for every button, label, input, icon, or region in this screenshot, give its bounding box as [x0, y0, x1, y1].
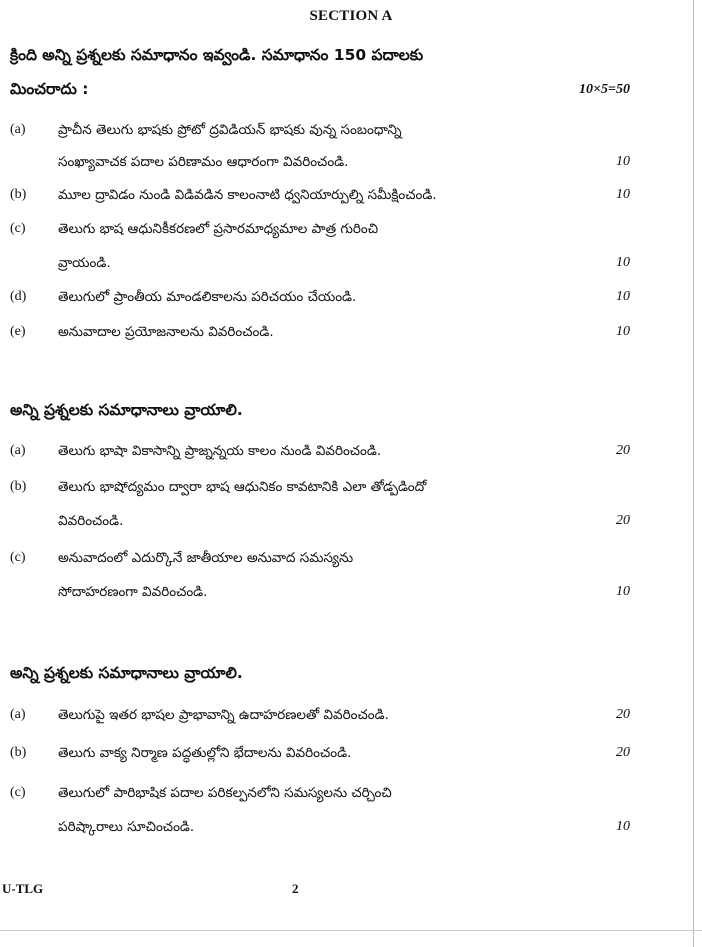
part-label: (b) — [10, 745, 27, 760]
part-text: సంఖ్యావాచక పదాల పరిణామం ఆధారంగా వివరించండి. — [58, 154, 349, 170]
q2-heading: అన్ని ప్రశ్నలకు సమాధానాలు వ్రాయాలి. — [10, 401, 243, 419]
part-label: (c) — [10, 785, 26, 800]
part-marks: 10 — [616, 324, 630, 339]
bottom-divider — [0, 930, 702, 931]
q1-total-marks: 10×5=50 — [579, 82, 630, 97]
part-label: (b) — [10, 479, 27, 494]
part-text: తెలుగులో పారిభాషిక పదాల పరికల్పనలోని సమస్యలను చర్చించి — [58, 785, 392, 801]
part-marks: 10 — [616, 154, 630, 169]
part-text: సోదాహరణంగా వివరించండి. — [58, 584, 208, 600]
part-marks: 10 — [616, 289, 630, 304]
part-marks: 10 — [616, 187, 630, 202]
part-marks: 20 — [616, 443, 630, 458]
page-number: 2 — [292, 881, 299, 896]
part-label: (c) — [10, 550, 26, 565]
part-text: వ్రాయండి. — [58, 255, 111, 271]
part-label: (e) — [10, 324, 26, 339]
part-label: (b) — [10, 187, 27, 202]
part-text: వివరించండి. — [58, 513, 124, 529]
part-text: తెలుగులో ప్రాంతీయ మాండలికాలను పరిచయం చేయండి. — [58, 289, 357, 305]
part-marks: 20 — [616, 745, 630, 760]
part-marks: 10 — [616, 819, 630, 834]
part-label: (a) — [10, 443, 26, 458]
q3-heading: అన్ని ప్రశ్నలకు సమాధానాలు వ్రాయాలి. — [10, 664, 243, 682]
part-text: అనువాదాల ప్రయోజనాలను వివరించండి. — [58, 324, 274, 340]
part-text: తెలుగుపై ఇతర భాషల ప్రాభావాన్ని ఉదాహరణలతో వివరించండి. — [58, 707, 389, 723]
part-text: తెలుగు భాషోద్యమం ద్వారా భాష ఆధునికం కావటానికి ఎలా తోడ్పడిందో — [58, 479, 427, 495]
paper-code: U-TLG — [2, 881, 44, 896]
part-text: అనువాదంలో ఎదుర్కొనే జాతీయాల అనువాద సమస్యను — [58, 550, 354, 566]
part-marks: 20 — [616, 513, 630, 528]
part-label: (a) — [10, 707, 26, 722]
part-label: (a) — [10, 122, 26, 137]
part-marks: 10 — [616, 584, 630, 599]
q1-heading-cont: మించరాదు : — [10, 80, 89, 98]
section-title: SECTION A — [309, 8, 393, 24]
part-label: (d) — [10, 289, 27, 304]
part-marks: 20 — [616, 707, 630, 722]
part-marks: 10 — [616, 255, 630, 270]
q1-heading: క్రింది అన్ని ప్రశ్నలకు సమాధానం ఇవ్వండి. సమాధానం 150 పదాలకు — [10, 46, 424, 64]
part-text: తెలుగు వాక్య నిర్మాణ పద్ధతుల్లోని భేదాలను వివరించండి. — [58, 745, 352, 761]
part-text: తెలుగు భాష ఆధునికీకరణలో ప్రసారమాధ్యమాల పాత్ర గురించి — [58, 221, 379, 237]
part-text: ప్రాచీన తెలుగు భాషకు ప్రోటో ద్రవిడియన్ భాషకు వున్న సంబంధాన్ని — [58, 122, 402, 138]
part-text: మూల ద్రావిడం నుండి విడివడిన కాలంనాటి ధ్వనియార్పుల్ని సమీక్షించండి. — [58, 187, 437, 203]
part-text: పరిష్కారాలు సూచించండి. — [58, 819, 195, 835]
part-label: (c) — [10, 221, 26, 236]
part-text: తెలుగు భాషా వికాసాన్ని ప్రాజ్నన్నయ కాలం నుండి వివరించండి. — [58, 443, 382, 459]
page-edge-line — [693, 0, 694, 947]
